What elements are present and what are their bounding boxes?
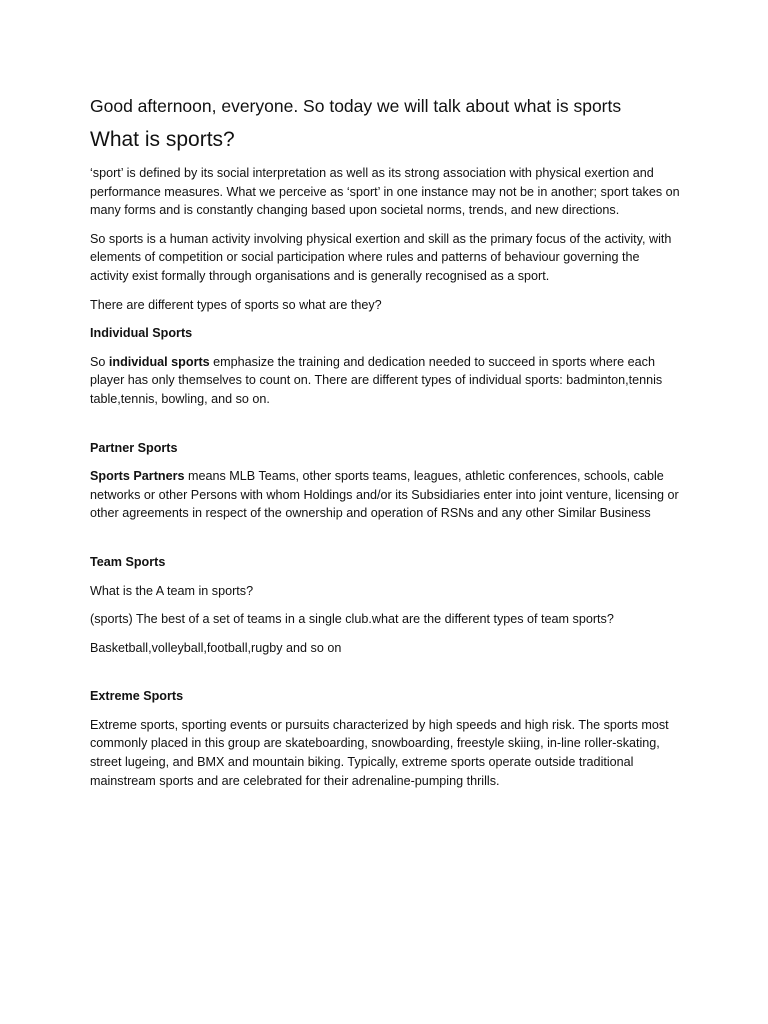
team-list: Basketball,volleyball,football,rugby and so on: [90, 640, 342, 655]
individual-rest: emphasize the training and dedication needed to succeed in sports where each player has only themselves to count on. There are different types of individual sports: badminton,tennis table,tennis, bowling, and so on.: [90, 354, 663, 406]
definition-paragraph: ‘sport’ is defined by its social interpretation as well as its strong association with physical exertion and performance measures. What we perceive as ‘sport’ in one instance may not be in another; sport takes on many forms and is constantly changing based upon societal norms, trends, and new directions.: [90, 166, 680, 218]
partner-sports-heading: Partner Sports: [90, 440, 178, 455]
individual-sports-heading: Individual Sports: [90, 326, 193, 341]
team-question: What is the A team in sports?: [90, 583, 254, 598]
partner-sports-paragraph: [90, 467, 680, 523]
extreme-sports-paragraph: Extreme sports, sporting events or pursuits characterized by high speeds and high risk. The sports most commonly placed in this group are skateboarding, snowboarding, freestyle skiing, in-line roller-skating, street lugeing, and BMX and mountain biking. Typically, extreme sports operate outside traditional mainstream sports and are celebrated for their adrenaline-pumping thrills.: [90, 717, 669, 788]
extreme-sports-heading: Extreme Sports: [90, 689, 184, 704]
types-question: There are different types of sports so what are they?: [90, 297, 382, 312]
team-sports-heading: Team Sports: [90, 554, 166, 569]
activity-paragraph: So sports is a human activity involving physical exertion and skill as the primary focus of the activity, with elements of competition or social participation where rules and patterns of behaviour governing the activity exist formally through organisations and is generally recognised as a sport.: [90, 231, 672, 283]
team-answer: (sports) The best of a set of teams in a single club.what are the different types of team sports?: [90, 612, 614, 627]
page-title: What is sports?: [90, 128, 235, 151]
partner-rest: means MLB Teams, other sports teams, leagues, athletic conferences, schools, cable networks or other Persons with whom Holdings and/or its Subsidiaries enter into joint venture, licensing or other agreements in respect of the ownership and operation of RSNs and any other Similar Business: [90, 469, 679, 521]
individual-lead: So: [90, 354, 109, 369]
individual-sports-paragraph: [90, 353, 680, 409]
partner-bold-term: Sports Partners: [90, 469, 185, 484]
individual-bold-term: individual sports: [108, 354, 210, 369]
intro-line: Good afternoon, everyone. So today we will talk about what is sports: [90, 96, 622, 116]
